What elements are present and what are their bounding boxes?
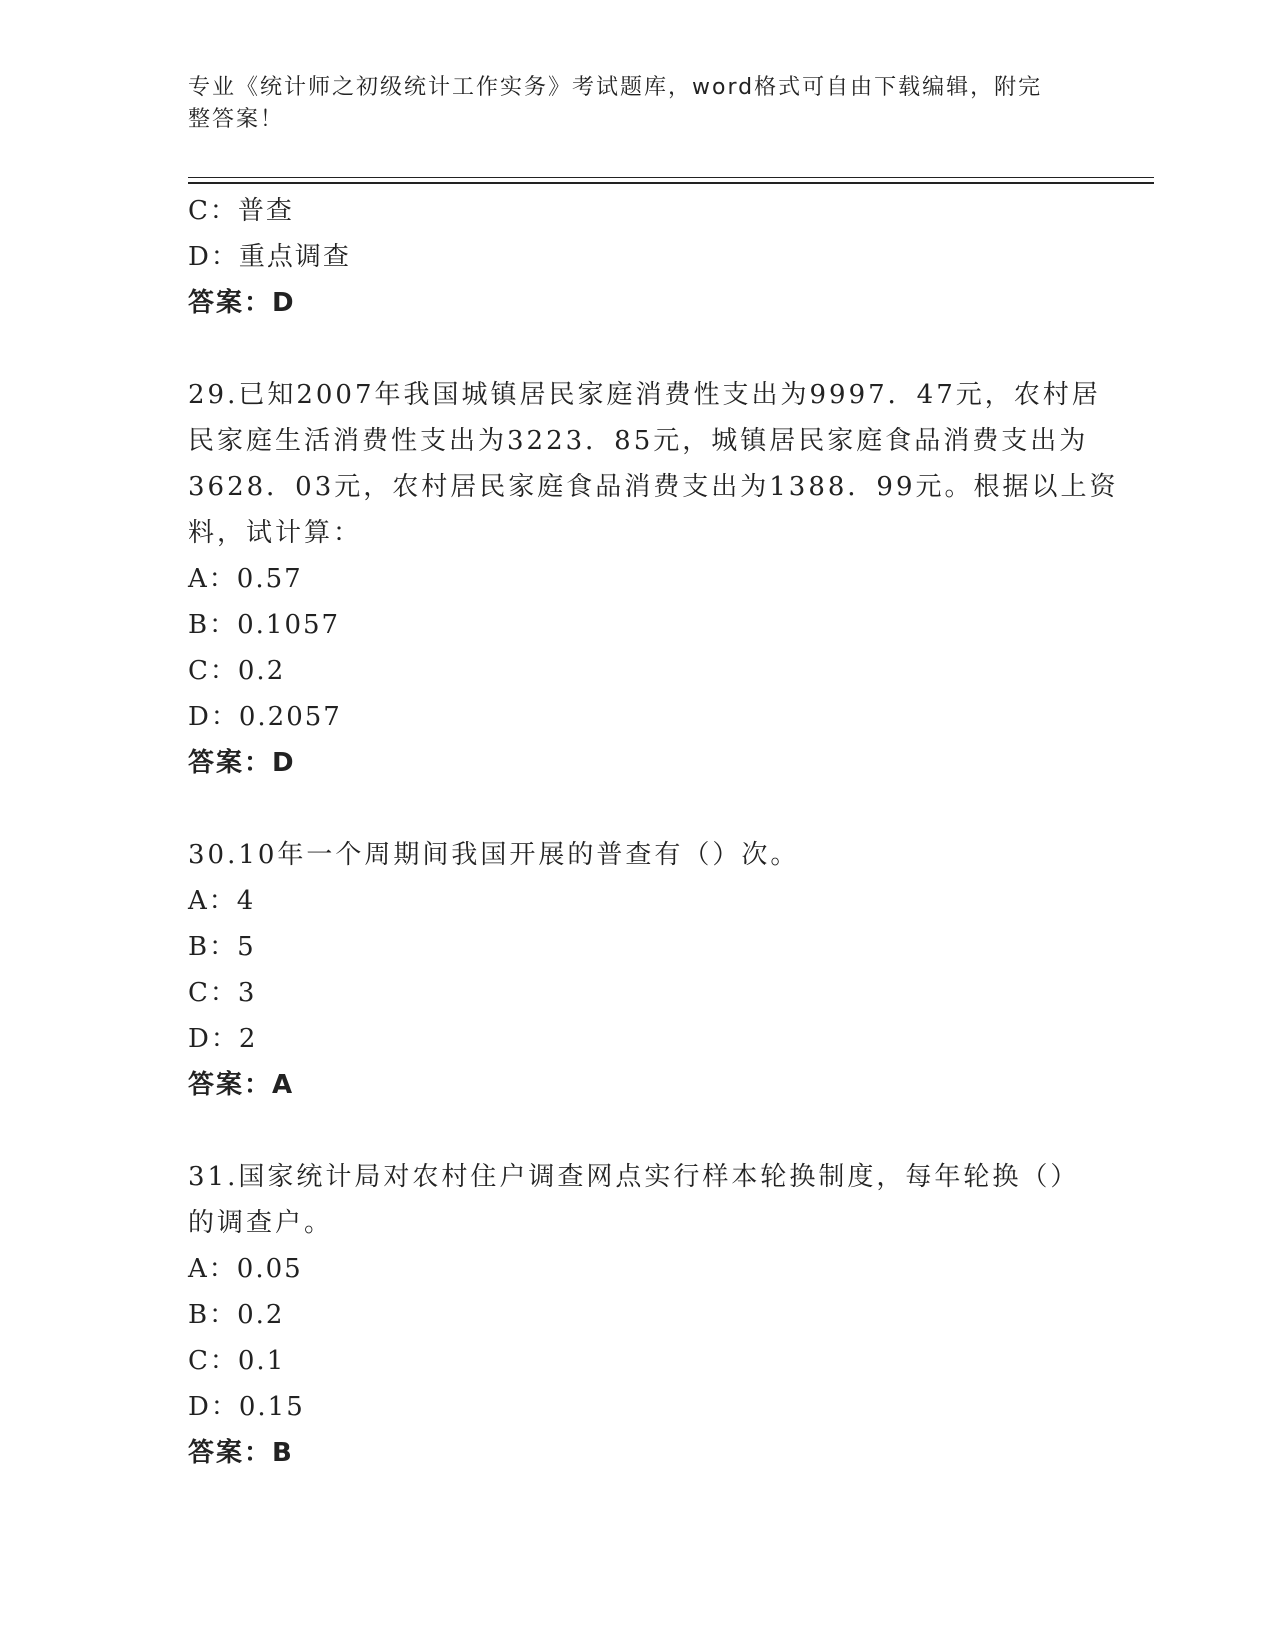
question-text-line: 料，试计算： <box>188 518 363 548</box>
option-c: C：0.2 <box>188 656 286 686</box>
header-divider <box>188 177 1154 178</box>
option-b: B：0.1057 <box>188 610 341 640</box>
question-block-29 <box>188 372 1119 786</box>
question-block-31 <box>188 1154 1088 1476</box>
option-d: D：重点调查 <box>188 242 351 272</box>
option-d: D：0.15 <box>188 1392 305 1422</box>
answer-line: 答案：B <box>188 1438 294 1468</box>
question-text-line: 30.10年一个周期间我国开展的普查有（）次。 <box>188 840 800 870</box>
option-a: A：0.57 <box>188 564 303 594</box>
header-divider-thick <box>188 182 1154 184</box>
option-b: B：5 <box>188 932 256 962</box>
question-block-30 <box>188 832 1088 1108</box>
question-text-line: 民家庭生活消费性支出为3223．85元，城镇居民家庭食品消费支出为 <box>188 426 1089 456</box>
option-d: D：2 <box>188 1024 258 1054</box>
question-text-line: 3628．03元，农村居民家庭食品消费支出为1388．99元。根据以上资 <box>188 472 1119 502</box>
option-b: B：0.2 <box>188 1300 285 1330</box>
option-a: A：0.05 <box>188 1254 303 1284</box>
header-line-1: 专业《统计师之初级统计工作实务》考试题库，word格式可自由下载编辑，附完 <box>188 75 1043 100</box>
option-c: C：0.1 <box>188 1346 286 1376</box>
answer-line: 答案：D <box>188 288 296 318</box>
question-text-line: 29.已知2007年我国城镇居民家庭消费性支出为9997．47元，农村居 <box>188 380 1101 410</box>
question-text-line: 的调查户。 <box>188 1208 334 1238</box>
answer-line: 答案：A <box>188 1070 295 1100</box>
option-c: C：3 <box>188 978 257 1008</box>
option-a: A：4 <box>188 886 256 916</box>
answer-line: 答案：D <box>188 748 296 778</box>
document-body <box>188 188 1119 1476</box>
page-header <box>188 72 1068 136</box>
header-line-2: 整答案！ <box>188 107 285 132</box>
question-text-line: 31.国家统计局对农村住户调查网点实行样本轮换制度，每年轮换（） <box>188 1162 1080 1192</box>
option-c: C：普查 <box>188 196 294 226</box>
option-d: D：0.2057 <box>188 702 342 732</box>
question-block-28 <box>188 188 1088 326</box>
